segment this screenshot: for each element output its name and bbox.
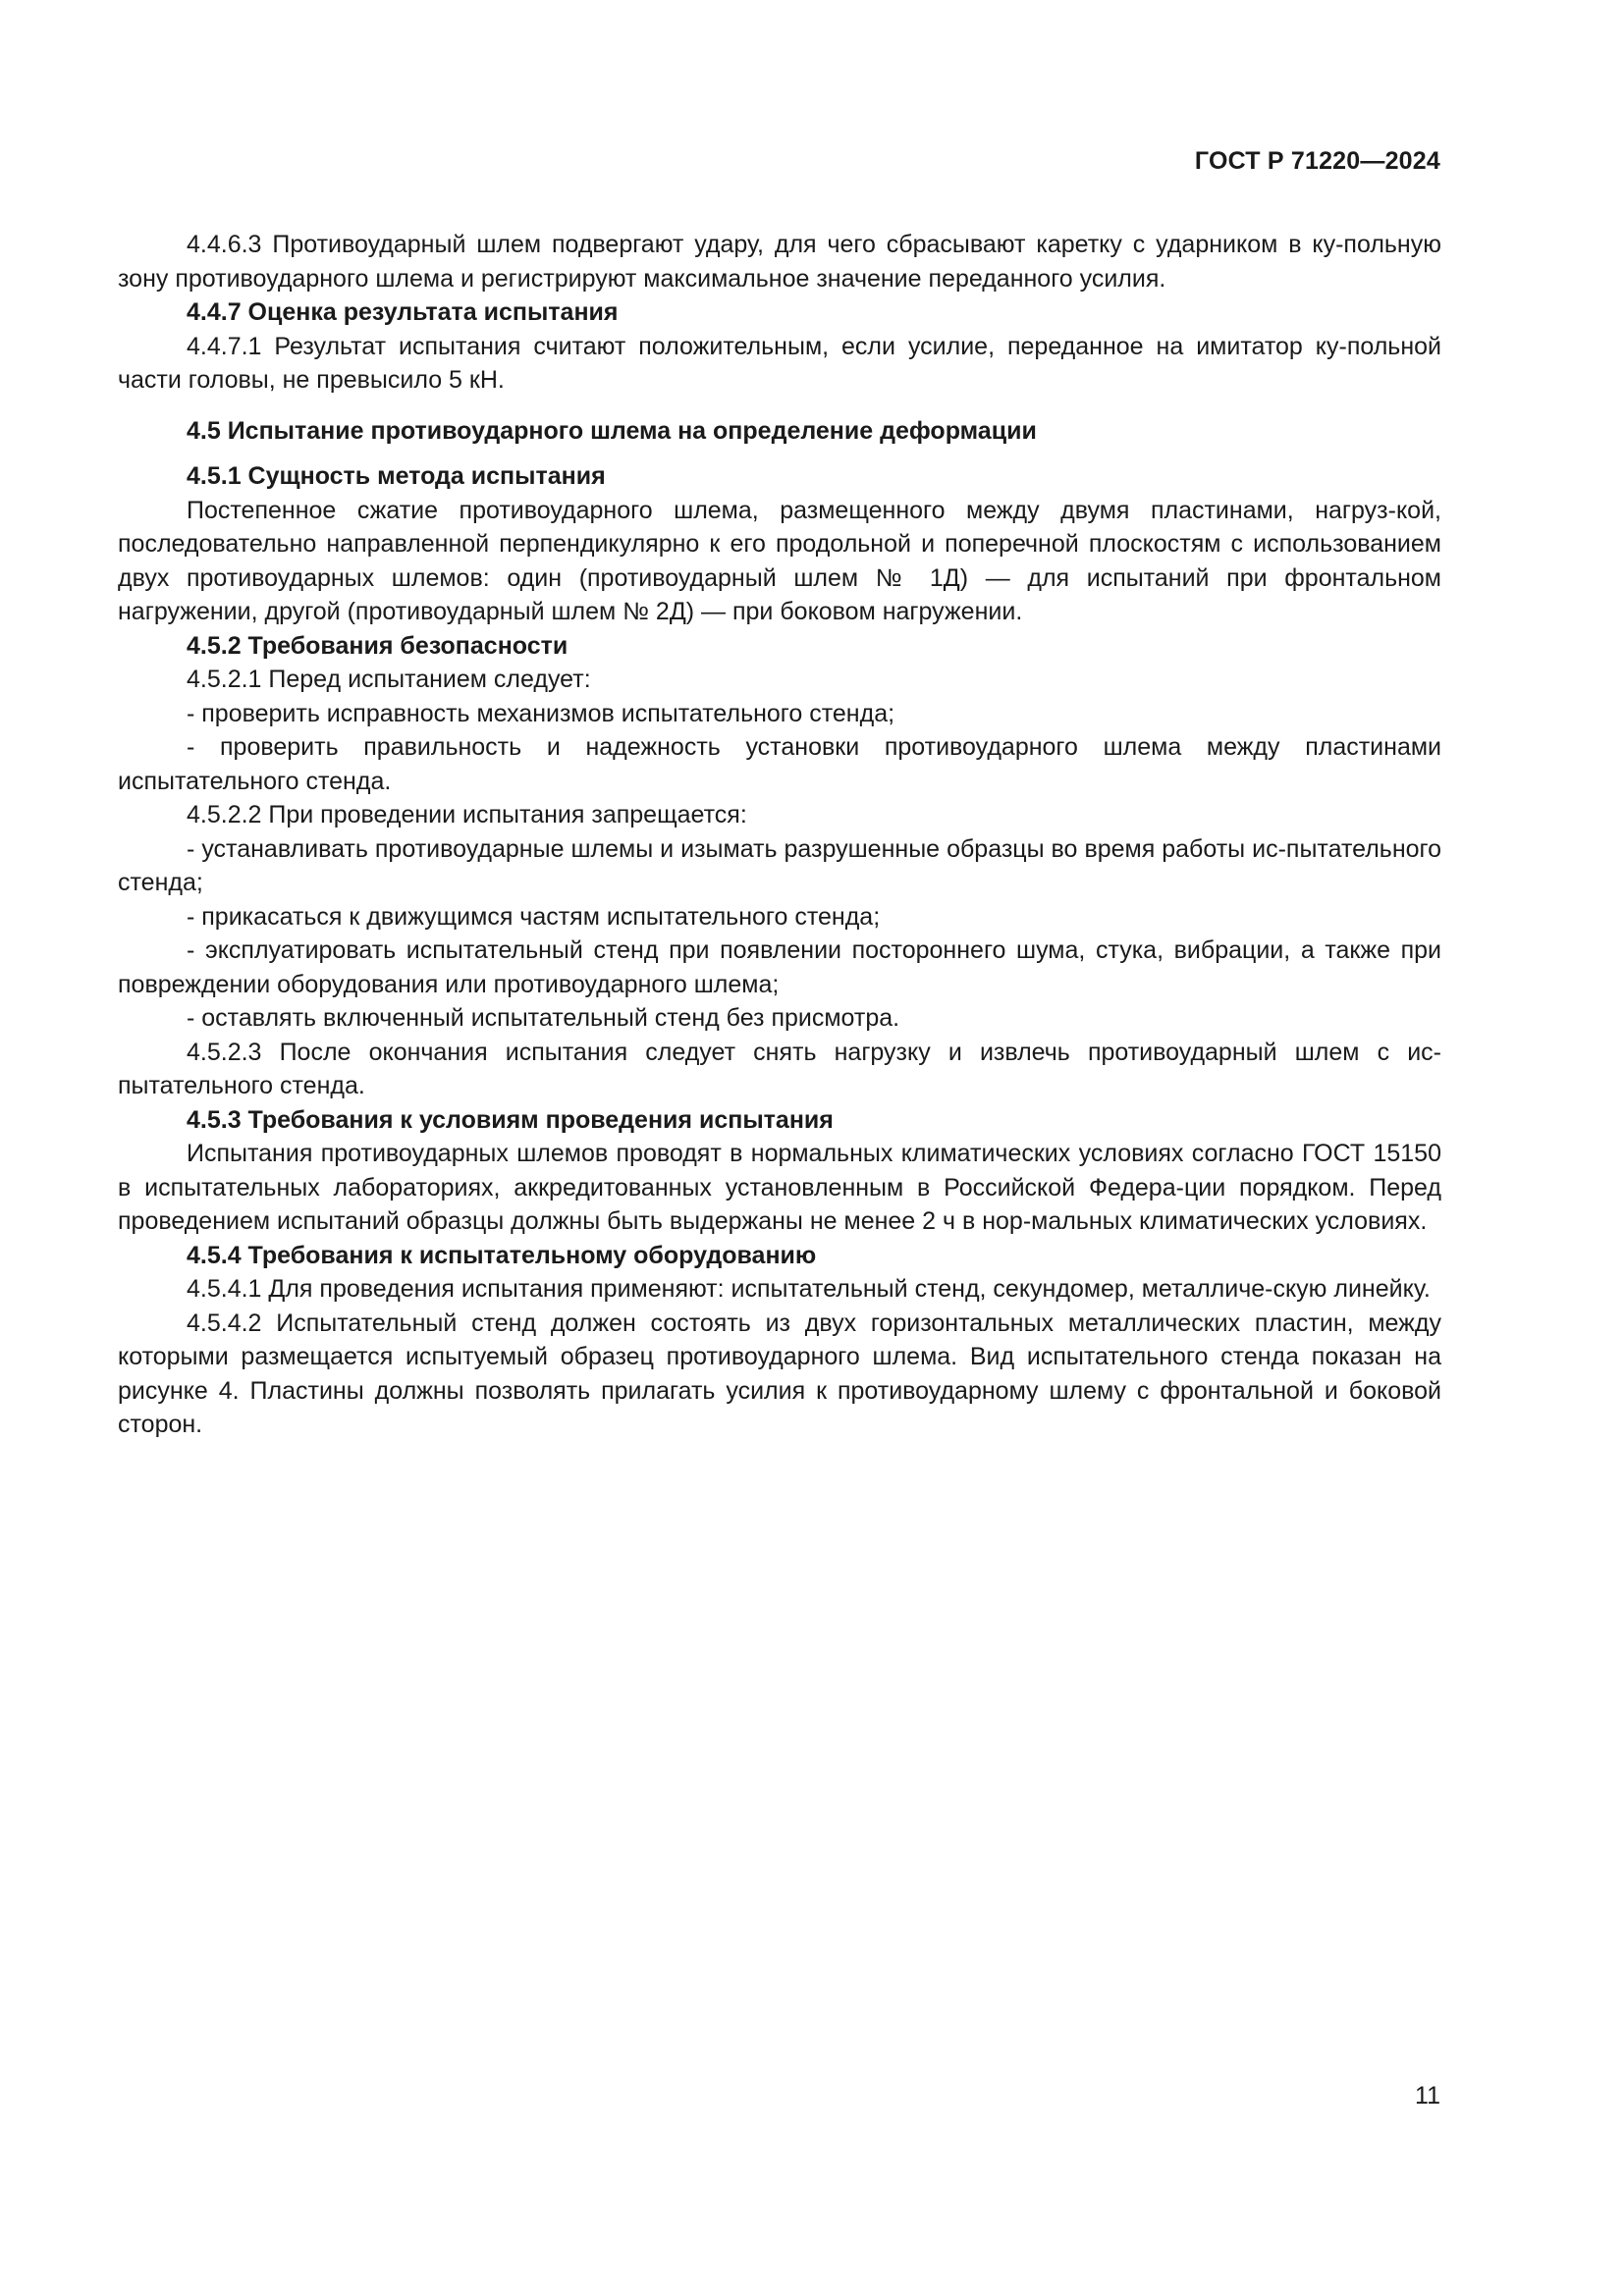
page-number: 11 <box>1415 2082 1440 2109</box>
document-code-header: ГОСТ Р 71220—2024 <box>1194 147 1440 175</box>
paragraph-4-4-7-1: 4.4.7.1 Результат испытания считают положительным, если усилие, переданное на имитатор ку-польной части головы, не превысило 5 кН. <box>118 332 1441 394</box>
list-item: - оставлять включенный испытательный стенд без присмотра. <box>187 1004 900 1032</box>
list-item: - проверить правильность и надежность установки противоударного шлема между пластинами испытательного стенда. <box>118 733 1441 795</box>
heading-4-5-2: 4.5.2 Требования безопасности <box>187 631 568 660</box>
list-item: - прикасаться к движущимся частям испытательного стенда; <box>187 902 881 931</box>
paragraph-4-5-1: Постепенное сжатие противоударного шлема, размещенного между двумя пластинами, нагруз-кой, последовательно направленной перпендикулярно к его продольной и поперечной плоскостям с использованием двух противоударных шлемов: один (противоударный шлем № 1Д) — для испытаний при фронтальном нагружении, другой (противоударный шлем № 2Д) — при боковом нагружении. <box>118 496 1441 625</box>
heading-4-5-4: 4.5.4 Требования к испытательному оборудованию <box>187 1241 817 1269</box>
list-item: - проверить исправность механизмов испытательного стенда; <box>187 699 895 727</box>
paragraph-4-5-4-1: 4.5.4.1 Для проведения испытания применяют: испытательный стенд, секундомер, металличе-скую линейку. <box>187 1275 1431 1303</box>
paragraph-4-5-3: Испытания противоударных шлемов проводят в нормальных климатических условиях согласно ГОСТ 15150 в испытательных лабораториях, аккредитованных установленным в Российской Федера-ции порядком. Перед проведением испытаний образцы должны быть выдержаны не менее 2 ч в нор-мальных климатических условиях. <box>118 1140 1441 1235</box>
list-item: - устанавливать противоударные шлемы и изымать разрушенные образцы во время работы ис-пытательного стенда; <box>118 834 1441 896</box>
paragraph-4-5-2-2: 4.5.2.2 При проведении испытания запрещается: <box>187 801 747 828</box>
heading-4-4-7: 4.4.7 Оценка результата испытания <box>187 298 619 326</box>
paragraph-4-5-2-3: 4.5.2.3 После окончания испытания следует снять нагрузку и извлечь противоударный шлем с ис-пытательного стенда. <box>118 1038 1441 1099</box>
paragraph-4-4-6-3: 4.4.6.3 Противоударный шлем подвергают удару, для чего сбрасывают каретку с ударником в ку-польную зону противоударного шлема и регистрируют максимальное значение переданного усилия. <box>118 231 1441 293</box>
heading-4-5: 4.5 Испытание противоударного шлема на определение деформации <box>187 416 1037 445</box>
heading-4-5-3: 4.5.3 Требования к условиям проведения испытания <box>187 1105 834 1134</box>
paragraph-4-5-2-1: 4.5.2.1 Перед испытанием следует: <box>187 666 591 693</box>
paragraph-4-5-4-2: 4.5.4.2 Испытательный стенд должен состоять из двух горизонтальных металлических пластин, между которыми размещается испытуемый образец противоударного шлема. Вид испытательного стенда показан на рисунке 4. Пластины должны позволять прилагать усилия к противоударному шлему с фронтальной и боковой сторон. <box>118 1308 1441 1438</box>
document-body <box>118 228 1441 1442</box>
list-item: - эксплуатировать испытательный стенд при появлении постороннего шума, стука, вибрации, а также при повреждении оборудования или противоударного шлема; <box>118 936 1441 998</box>
heading-4-5-1: 4.5.1 Сущность метода испытания <box>187 462 606 490</box>
